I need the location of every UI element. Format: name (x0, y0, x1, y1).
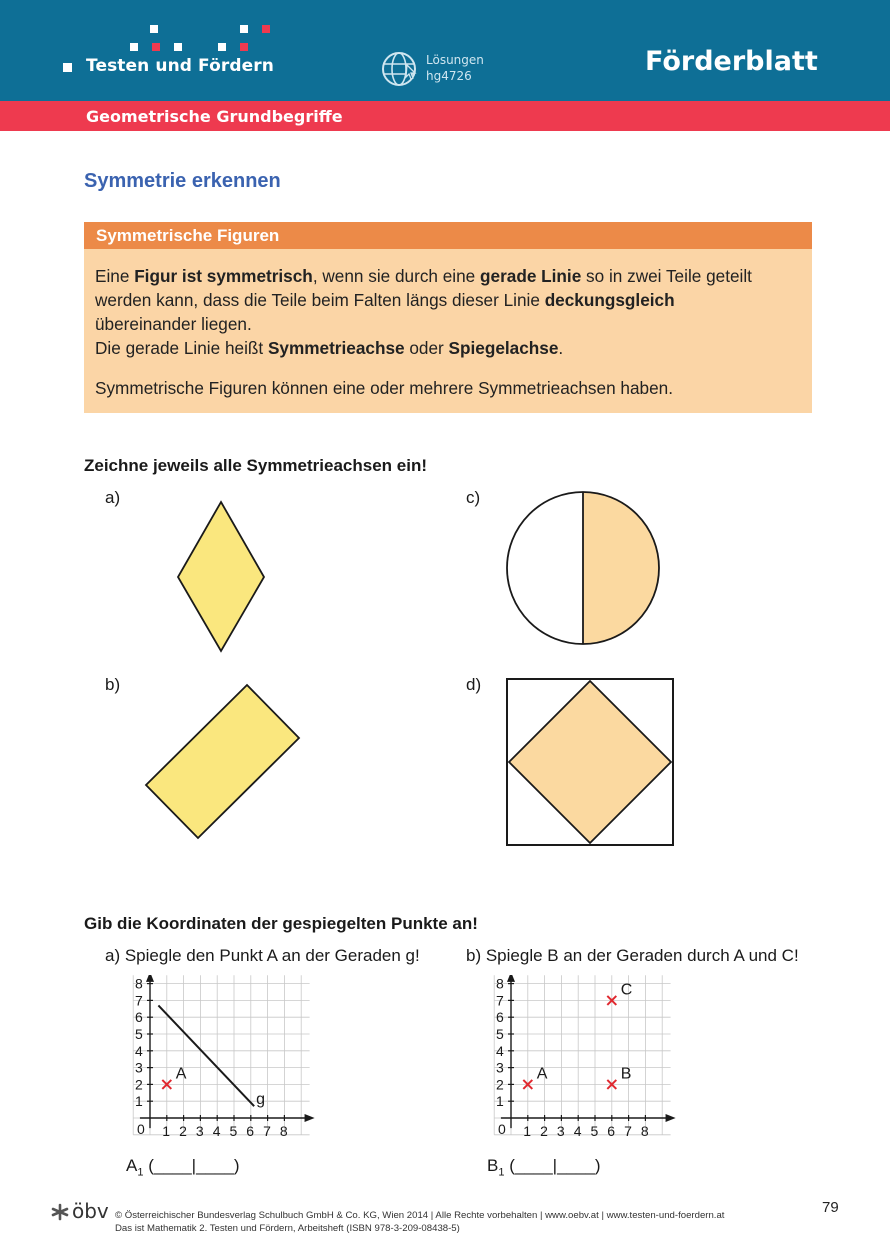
footer-line1: © Österreichischer Bundesverlag Schulbuch GmbH & Co. KG, Wien 2014 | Alle Rechte vorbehalten | www.oebv.at | www.testen-und-foerdern.at (115, 1210, 725, 1221)
y-tick-label: 8 (496, 975, 504, 992)
label-a: a) (105, 488, 121, 507)
figure-a-rhombus (178, 502, 264, 651)
grid-b-lines (494, 975, 675, 1139)
x-axis-arrow (305, 1114, 315, 1122)
y-tick-label: 4 (135, 1042, 143, 1059)
task2a-text: a) Spiegle den Punkt A an der Geraden g! (105, 946, 420, 965)
figure-c-half-circle (583, 492, 659, 644)
x-tick-label: 7 (263, 1123, 271, 1139)
grid-a-lines (133, 975, 314, 1139)
y-tick-label: 6 (135, 1009, 143, 1026)
y-axis-arrow (507, 975, 515, 982)
x-tick-label: 6 (607, 1123, 616, 1139)
y-tick-label: 4 (496, 1042, 504, 1059)
line-g-label: g (256, 1091, 266, 1109)
task2-instruction: Gib die Koordinaten der gespiegelten Punkte an! (84, 914, 478, 933)
solutions-label: Lösungen (426, 53, 484, 67)
x-tick-label: 3 (195, 1123, 204, 1139)
y-tick-label: 6 (496, 1009, 504, 1026)
origin-label: 0 (498, 1121, 506, 1137)
brand-name: Testen und Fördern (86, 56, 274, 76)
x-tick-label: 5 (590, 1123, 599, 1139)
x-tick-label: 3 (556, 1123, 565, 1139)
label-d: d) (466, 675, 482, 694)
grid-b (479, 975, 679, 1155)
solutions-code: hg4726 (426, 69, 472, 83)
x-tick-label: 4 (212, 1123, 221, 1139)
y-tick-label: 2 (135, 1076, 143, 1093)
x-tick-label: 4 (573, 1123, 582, 1139)
figure-b-rectangle (146, 685, 299, 838)
origin-label: 0 (137, 1121, 145, 1137)
info-box-heading: Symmetrische Figuren (96, 226, 280, 245)
y-tick-label: 7 (496, 992, 504, 1009)
x-tick-label: 1 (523, 1123, 532, 1139)
info-box-text: Eine Figur ist symmetrisch, wenn sie durch eine gerade Linie so in zwei Teile geteilt werden kann, dass die Teile beim Falten längs dieser Linie deckungsgleich übereinander liegen. Die gerade Linie heißt Symmetrieachse oder Spiegelachse. Symmetrische Figuren können eine oder mehrere Symmetrieachsen haben. (95, 266, 752, 398)
answer-b[interactable]: $B_1$ (____|____) (487, 1156, 601, 1179)
x-tick-label: 8 (279, 1123, 288, 1139)
y-tick-label: 8 (135, 975, 143, 992)
y-tick-label: 5 (496, 1026, 504, 1042)
y-tick-label: 7 (135, 992, 143, 1009)
x-tick-label: 8 (640, 1123, 649, 1139)
x-axis-arrow (666, 1114, 676, 1122)
x-tick-label: 2 (179, 1123, 187, 1139)
point-C-label: C (620, 981, 633, 999)
x-tick-label: 5 (229, 1123, 238, 1139)
y-axis-arrow (146, 975, 154, 982)
point-A-label: A (175, 1065, 187, 1083)
point-B-label: B (620, 1065, 632, 1083)
grid-a (118, 975, 318, 1155)
x-tick-label: 6 (246, 1123, 255, 1139)
page-title: Förderblatt (645, 46, 818, 77)
page-subtitle: Geometrische Grundbegriffe (86, 107, 343, 126)
y-tick-label: 2 (496, 1076, 504, 1093)
task2b-text: b) Spiegle B an der Geraden durch A und C! (466, 946, 799, 965)
section-title: Symmetrie erkennen (84, 170, 281, 192)
obv-star-icon (50, 1202, 70, 1222)
footer-line2: Das ist Mathematik 2. Testen und Fördern, Arbeitsheft (ISBN 978-3-209-08438-5) (115, 1223, 460, 1234)
label-b: b) (105, 675, 121, 694)
point-A-b-label: A (536, 1065, 548, 1083)
label-c: c) (466, 488, 481, 507)
y-tick-label: 5 (135, 1026, 143, 1042)
y-tick-label: 3 (135, 1059, 143, 1076)
task1-instruction: Zeichne jeweils alle Symmetrieachsen ein! (84, 456, 427, 475)
y-tick-label: 1 (496, 1093, 504, 1110)
x-tick-label: 7 (624, 1123, 632, 1139)
line-g (158, 1005, 254, 1106)
footer-text (115, 1209, 724, 1235)
y-tick-label: 3 (496, 1059, 504, 1076)
y-tick-label: 1 (135, 1093, 143, 1110)
page-number: 79 (822, 1199, 839, 1216)
x-tick-label: 1 (162, 1123, 171, 1139)
answer-a[interactable]: $A_1$ (____|____) (126, 1156, 240, 1179)
publisher-logo: öbv (72, 1199, 109, 1223)
x-tick-label: 2 (540, 1123, 548, 1139)
